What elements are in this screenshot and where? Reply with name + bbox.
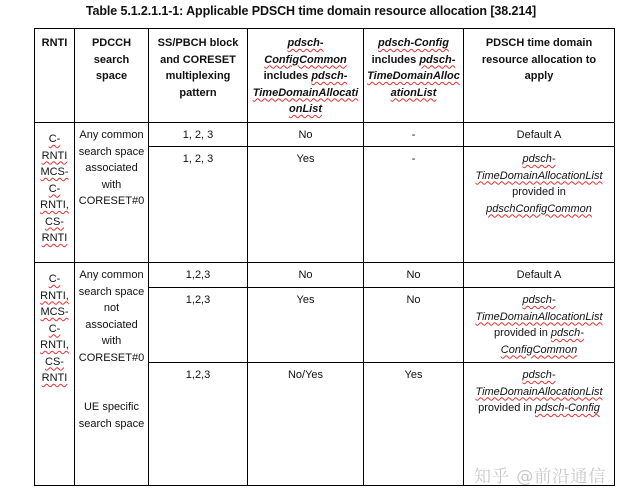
rnti-cell: C-RNTI, MCS-C-RNTI, CS-RNTI <box>35 263 75 486</box>
common-cell: No/Yes <box>248 363 364 486</box>
table-row <box>35 123 615 147</box>
header-rnti: RNTI <box>35 29 75 123</box>
common-cell: Yes <box>248 147 364 263</box>
header-multiplexing: SS/PBCH block and CORESET multiplexing pattern <box>149 29 248 123</box>
pattern-cell: 1,2,3 <box>149 288 248 363</box>
common-cell: Yes <box>248 288 364 363</box>
pdsch-allocation-table <box>34 28 615 486</box>
table-title: Table 5.1.2.1.1-1: Applicable PDSCH time domain resource allocation [38.214] <box>85 4 537 18</box>
config-cell: Yes <box>364 363 464 486</box>
zhihu-watermark: 知乎 @前沿通信 <box>474 467 607 487</box>
apply-cell: pdsch-TimeDomainAllocationList provided in pdsch-Config <box>464 363 615 486</box>
table-row <box>35 263 615 288</box>
pattern-cell: 1,2,3 <box>149 263 248 288</box>
config-cell: No <box>364 288 464 363</box>
apply-cell: Default A <box>464 263 615 288</box>
apply-cell: pdsch-TimeDomainAllocationList provided in pdschConfigCommon <box>464 147 615 263</box>
apply-cell: pdsch-TimeDomainAllocationList provided in pdsch-ConfigCommon <box>464 288 615 363</box>
header-config-common: pdsch-ConfigCommon includes pdsch-TimeDomainAllocationList <box>248 29 364 123</box>
config-cell: - <box>364 147 464 263</box>
header-row <box>35 29 615 123</box>
search-space-cell: Any common search space not associated with CORESET#0 UE specific search space <box>75 263 149 486</box>
common-cell: No <box>248 123 364 147</box>
apply-cell: Default A <box>464 123 615 147</box>
config-cell: - <box>364 123 464 147</box>
rnti-cell: C-RNTI MCS-C-RNTI, CS-RNTI <box>35 123 75 263</box>
search-space-cell: Any common search space associated with CORESET#0 <box>75 123 149 263</box>
pattern-cell: 1, 2, 3 <box>149 147 248 263</box>
header-config: pdsch-Config includes pdsch-TimeDomainAllocationList <box>364 29 464 123</box>
header-apply: PDSCH time domain resource allocation to apply <box>464 29 615 123</box>
pattern-cell: 1, 2, 3 <box>149 123 248 147</box>
header-search-space: PDCCH search space <box>75 29 149 123</box>
config-cell: No <box>364 263 464 288</box>
common-cell: No <box>248 263 364 288</box>
pattern-cell: 1,2,3 <box>149 363 248 486</box>
